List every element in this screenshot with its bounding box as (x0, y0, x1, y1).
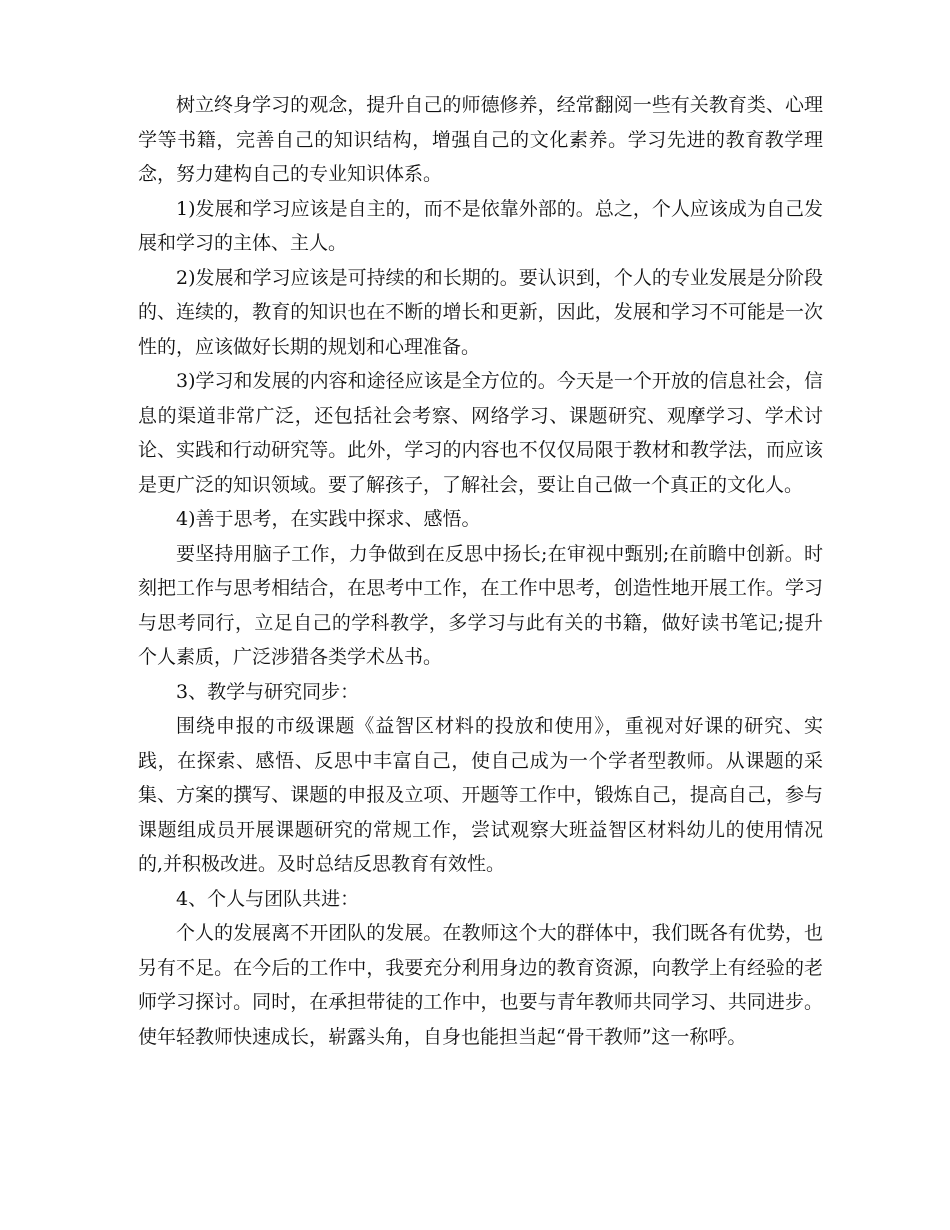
section-heading-teaching-research: 3、教学与研究同步： (176, 680, 360, 703)
paragraph-point-1: 1)发展和学习应该是自主的，而不是依靠外部的。总之，个人应该成为自己发展和学习的主体、主人。 (138, 197, 823, 254)
paragraph-research-project: 围绕申报的市级课题《益智区材料的投放和使用》，重视对好课的研究、实践，在探索、感悟、反思中丰富自己，使自己成为一个学者型教师。从课题的采集、方案的撰写、课题的申报及立项、开题等工作中，锻炼自己，提高自己，参与课题组成员开展课题研究的常规工作，尝试观察大班益智区材料幼儿的使用情况的,并积极改进。及时总结反思教育有效性。 (138, 715, 823, 875)
section-heading-team: 4、个人与团队共进： (176, 887, 360, 910)
paragraph-thinking: 要坚持用脑子工作，力争做到在反思中扬长;在审视中甄别;在前瞻中创新。时刻把工作与思考相结合，在思考中工作，在工作中思考，创造性地开展工作。学习与思考同行，立足自己的学科教学，多学习与此有关的书籍，做好读书笔记;提升个人素质，广泛涉猎各类学术丛书。 (138, 542, 823, 668)
paragraph-team-development: 个人的发展离不开团队的发展。在教师这个大的群体中，我们既各有优势，也另有不足。在今后的工作中，我要充分利用身边的教育资源，向教学上有经验的老师学习探讨。同时，在承担带徒的工作中，也要与青年教师共同学习、共同进步。使年轻教师快速成长，崭露头角，自身也能担当起“骨干教师”这一称呼。 (138, 922, 823, 1048)
paragraph-lifelong-learning: 树立终身学习的观念，提升自己的师德修养，经常翻阅一些有关教育类、心理学等书籍，完善自己的知识结构，增强自己的文化素养。学习先进的教育教学理念，努力建构自己的专业知识体系。 (138, 94, 823, 185)
paragraph-point-2: 2)发展和学习应该是可持续的和长期的。要认识到，个人的专业发展是分阶段的、连续的，教育的知识也在不断的增长和更新，因此，发展和学习不可能是一次性的，应该做好长期的规划和心理准备。 (138, 266, 823, 358)
document-body (138, 88, 823, 1054)
paragraph-point-4: 4)善于思考，在实践中探求、感悟。 (176, 508, 481, 530)
paragraph-point-3: 3)学习和发展的内容和途径应该是全方位的。今天是一个开放的信息社会，信息的渠道非常广泛，还包括社会考察、网络学习、课题研究、观摩学习、学术讨论、实践和行动研究等。此外，学习的内容也不仅仅局限于教材和教学法，而应该是更广泛的知识领域。要了解孩子，了解社会，要让自己做一个真正的文化人。 (138, 370, 823, 496)
